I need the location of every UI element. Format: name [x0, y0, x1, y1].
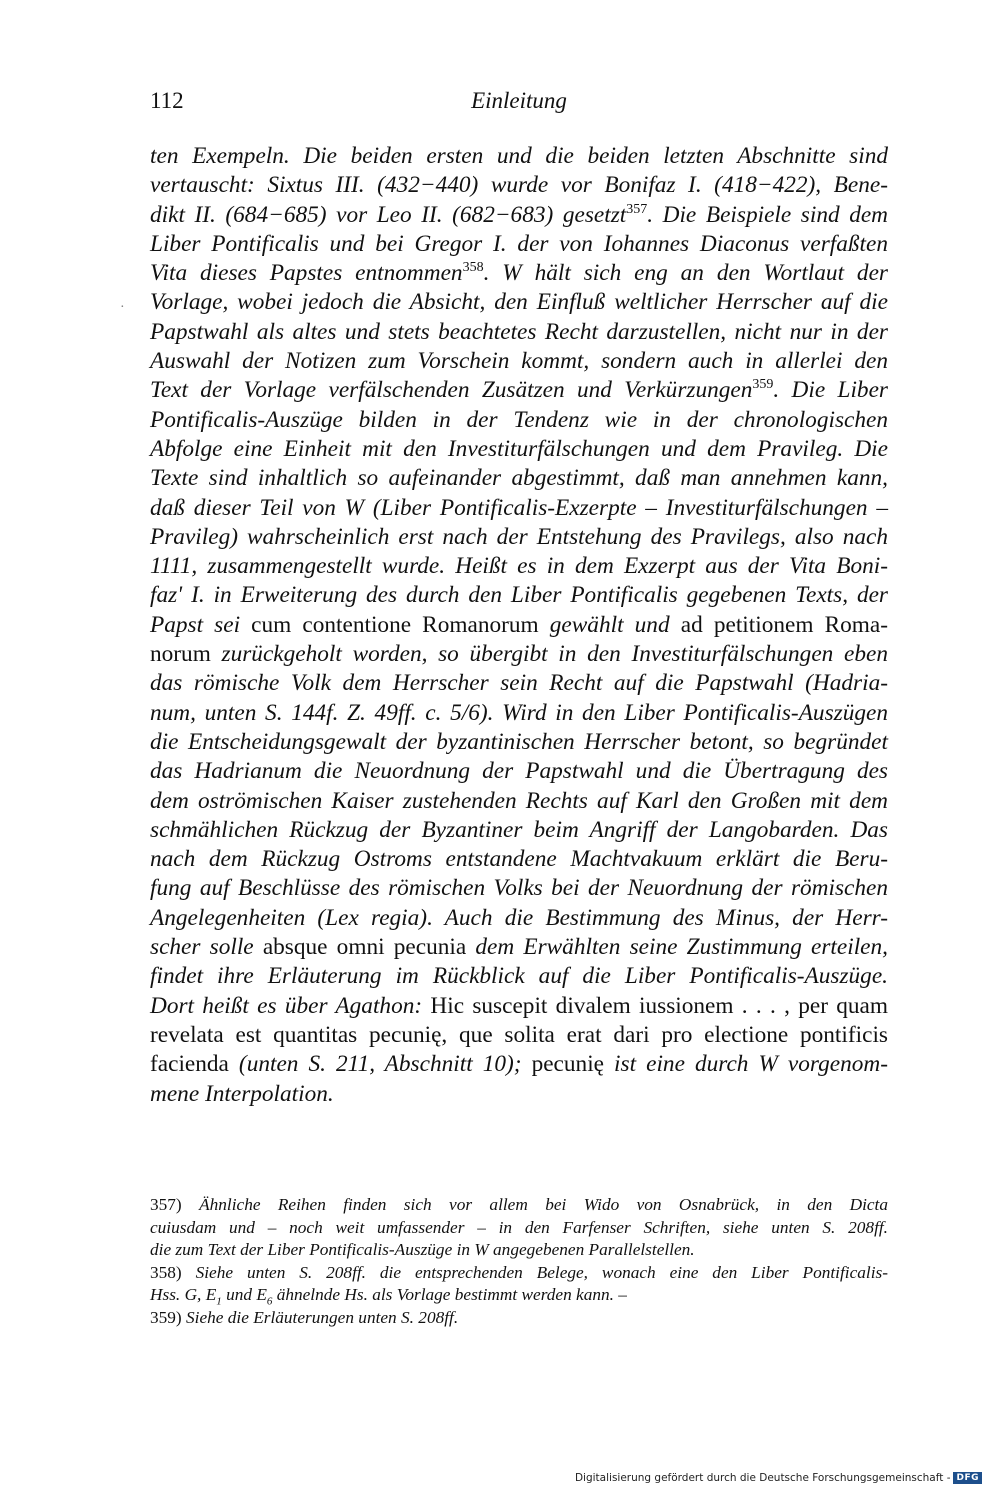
latin-quote: facienda — [150, 1051, 229, 1078]
footer-text: Digitalisierung gefördert durch die Deutsche Forschungsgemeinschaft - — [574, 1472, 951, 1484]
text-line: faz' I. in Erweiterung des durch den Liber Pontificalis gegebenen Texts, der — [150, 582, 888, 609]
text-line: Abfolge eine Einheit mit den Investiturfälschungen und dem Pravileg. Die — [150, 435, 888, 462]
text-line: mene Interpolation. — [150, 1080, 334, 1107]
text-line: fung auf Beschlüsse des römischen Volks bei der Neuordnung der römischen — [150, 875, 888, 902]
footnote-358-cont: Hss. G, $E_1$ und $E_6$ ähnelnde Hs. als Vorlage bestimmt werden kann. – — [150, 1285, 627, 1308]
footnote-359: 359) Siehe die Erläuterungen unten S. 208ff. — [150, 1307, 459, 1327]
footnote-357-cont: die zum Text der Liber Pontificalis-Auszüge in W angegebenen Parallelstellen. — [150, 1240, 695, 1259]
body-text — [150, 142, 888, 1109]
text-line: Vita dieses Papstes entnommen$^{358}$. W hält sich eng an den Wortlaut der — [150, 260, 888, 287]
text-line: das römische Volk dem Herrscher sein Recht auf die Papstwahl (Hadria- — [150, 670, 888, 697]
text-line: nach dem Rückzug Ostroms entstandene Machtvakuum erklärt die Beru- — [150, 846, 888, 873]
text-line: das Hadrianum die Neuordnung der Papstwahl und die Übertragung des — [150, 758, 888, 785]
scan-speck: · — [120, 300, 125, 315]
latin-quote: absque omni pecunia — [262, 934, 467, 961]
footnote-358: 358) Siehe unten S. 208ff. die entsprechenden Belege, wonach eine den Liber Pontificalis- — [150, 1262, 888, 1282]
text-line: dikt II. (684−685) vor Leo II. (682−683) gesetzt$^{357}$. Die Beispiele sind dem — [150, 201, 889, 228]
text-line: num, unten S. 144f. Z. 49ff. c. 5/6). Wird in den Liber Pontificalis-Auszügen — [150, 699, 888, 726]
text-line: Dort heißt es über Agathon: Hic suscepit divalem iussionem . . . , per quam — [150, 992, 889, 1019]
text-line: scher solle absque omni pecunia dem Erwählten seine Zustimmung erteilen, — [150, 934, 888, 961]
page-header — [150, 88, 888, 120]
text-line: dem oströmischen Kaiser zustehenden Rechts auf Karl den Großen mit dem — [150, 787, 888, 814]
text-line: ten Exempeln. Die beiden ersten und die beiden letzten Abschnitte sind — [150, 143, 888, 169]
latin-quote: pecunię — [531, 1051, 605, 1078]
footnote-357: 357) Ähnliche Reihen finden sich vor allem bei Wido von Osnabrück, in den Dicta — [150, 1195, 889, 1214]
digitization-footer — [575, 1472, 982, 1484]
latin-quote: Hic suscepit divalem iussionem . . . , per quam — [430, 992, 889, 1019]
text-line: Pontificalis-Auszüge bilden in der Tendenz wie in der chronologischen — [150, 406, 888, 433]
page-number: 112 — [150, 88, 184, 113]
latin-quote: cum contentione Romanorum — [251, 611, 539, 638]
footnotes — [150, 1194, 888, 1329]
text-line: die Entscheidungsgewalt der byzantinischen Herrscher betont, so begründet — [150, 728, 888, 755]
running-head: Einleitung — [471, 88, 567, 113]
text-line: findet ihre Erläuterung im Rückblick auf die Liber Pontificalis-Auszüge. — [150, 963, 888, 990]
text-line: Angelegenheiten (Lex regia). Auch die Bestimmung des Minus, der Herr- — [150, 904, 888, 931]
text-line: Liber Pontificalis und bei Gregor I. der von Iohannes Diaconus verfaßten — [150, 230, 888, 257]
text-line: daß dieser Teil von W (Liber Pontificalis-Exzerpte – Investiturfälschungen – — [150, 494, 888, 521]
text-line: Pravileg) wahrscheinlich erst nach der Entstehung des Pravilegs, also nach — [150, 523, 888, 550]
footnote-357-cont: cuiusdam und – noch weit umfassender – in den Farfenser Schriften, siehe unten S. 208ff. — [150, 1217, 888, 1237]
text-line: revelata est quantitas pecunię, que solita erat dari pro electione pontificis — [150, 1021, 888, 1048]
text-line: Vorlage, wobei jedoch die Absicht, den Einfluß weltlicher Herrscher auf die — [150, 289, 888, 316]
text-line: Texte sind inhaltlich so aufeinander abgestimmt, daß man annehmen kann, — [150, 465, 888, 492]
text-line: Text der Vorlage verfälschenden Zusätzen und Verkürzungen$^{359}$. Die Liber — [150, 377, 888, 404]
text-line: Auswahl der Notizen zum Vorschein kommt, sondern auch in allerlei den — [150, 348, 888, 375]
text-line: schmählichen Rückzug der Byzantiner beim Angriff der Langobarden. Das — [150, 816, 888, 843]
footnote-ref-357: 357 — [626, 201, 648, 217]
text-line: Papst sei cum contentione Romanorum gewählt und ad petitionem Roma- — [150, 611, 888, 638]
footnote-ref-359: 359 — [752, 377, 774, 393]
footnote-ref-358: 358 — [462, 260, 484, 276]
latin-quote: norum — [150, 641, 211, 668]
text-line: 1111, zusammengestellt wurde. Heißt es in dem Exzerpt aus der Vita Boni- — [150, 553, 888, 580]
text-line: vertauscht: Sixtus III. (432−440) wurde vor Bonifaz I. (418−422), Bene- — [150, 172, 888, 199]
dfg-logo-icon: DFG — [953, 1472, 982, 1484]
text-line: facienda (unten S. 211, Abschnitt 10); pecunię ist eine durch W vorgenom- — [150, 1051, 888, 1078]
text-line: norum zurückgeholt worden, so übergibt in den Investiturfälschungen eben — [150, 641, 888, 668]
text-line: Papstwahl als altes und stets beachtetes Recht darzustellen, nicht nur in der — [150, 318, 888, 345]
latin-quote: ad petitionem Roma- — [680, 611, 888, 638]
